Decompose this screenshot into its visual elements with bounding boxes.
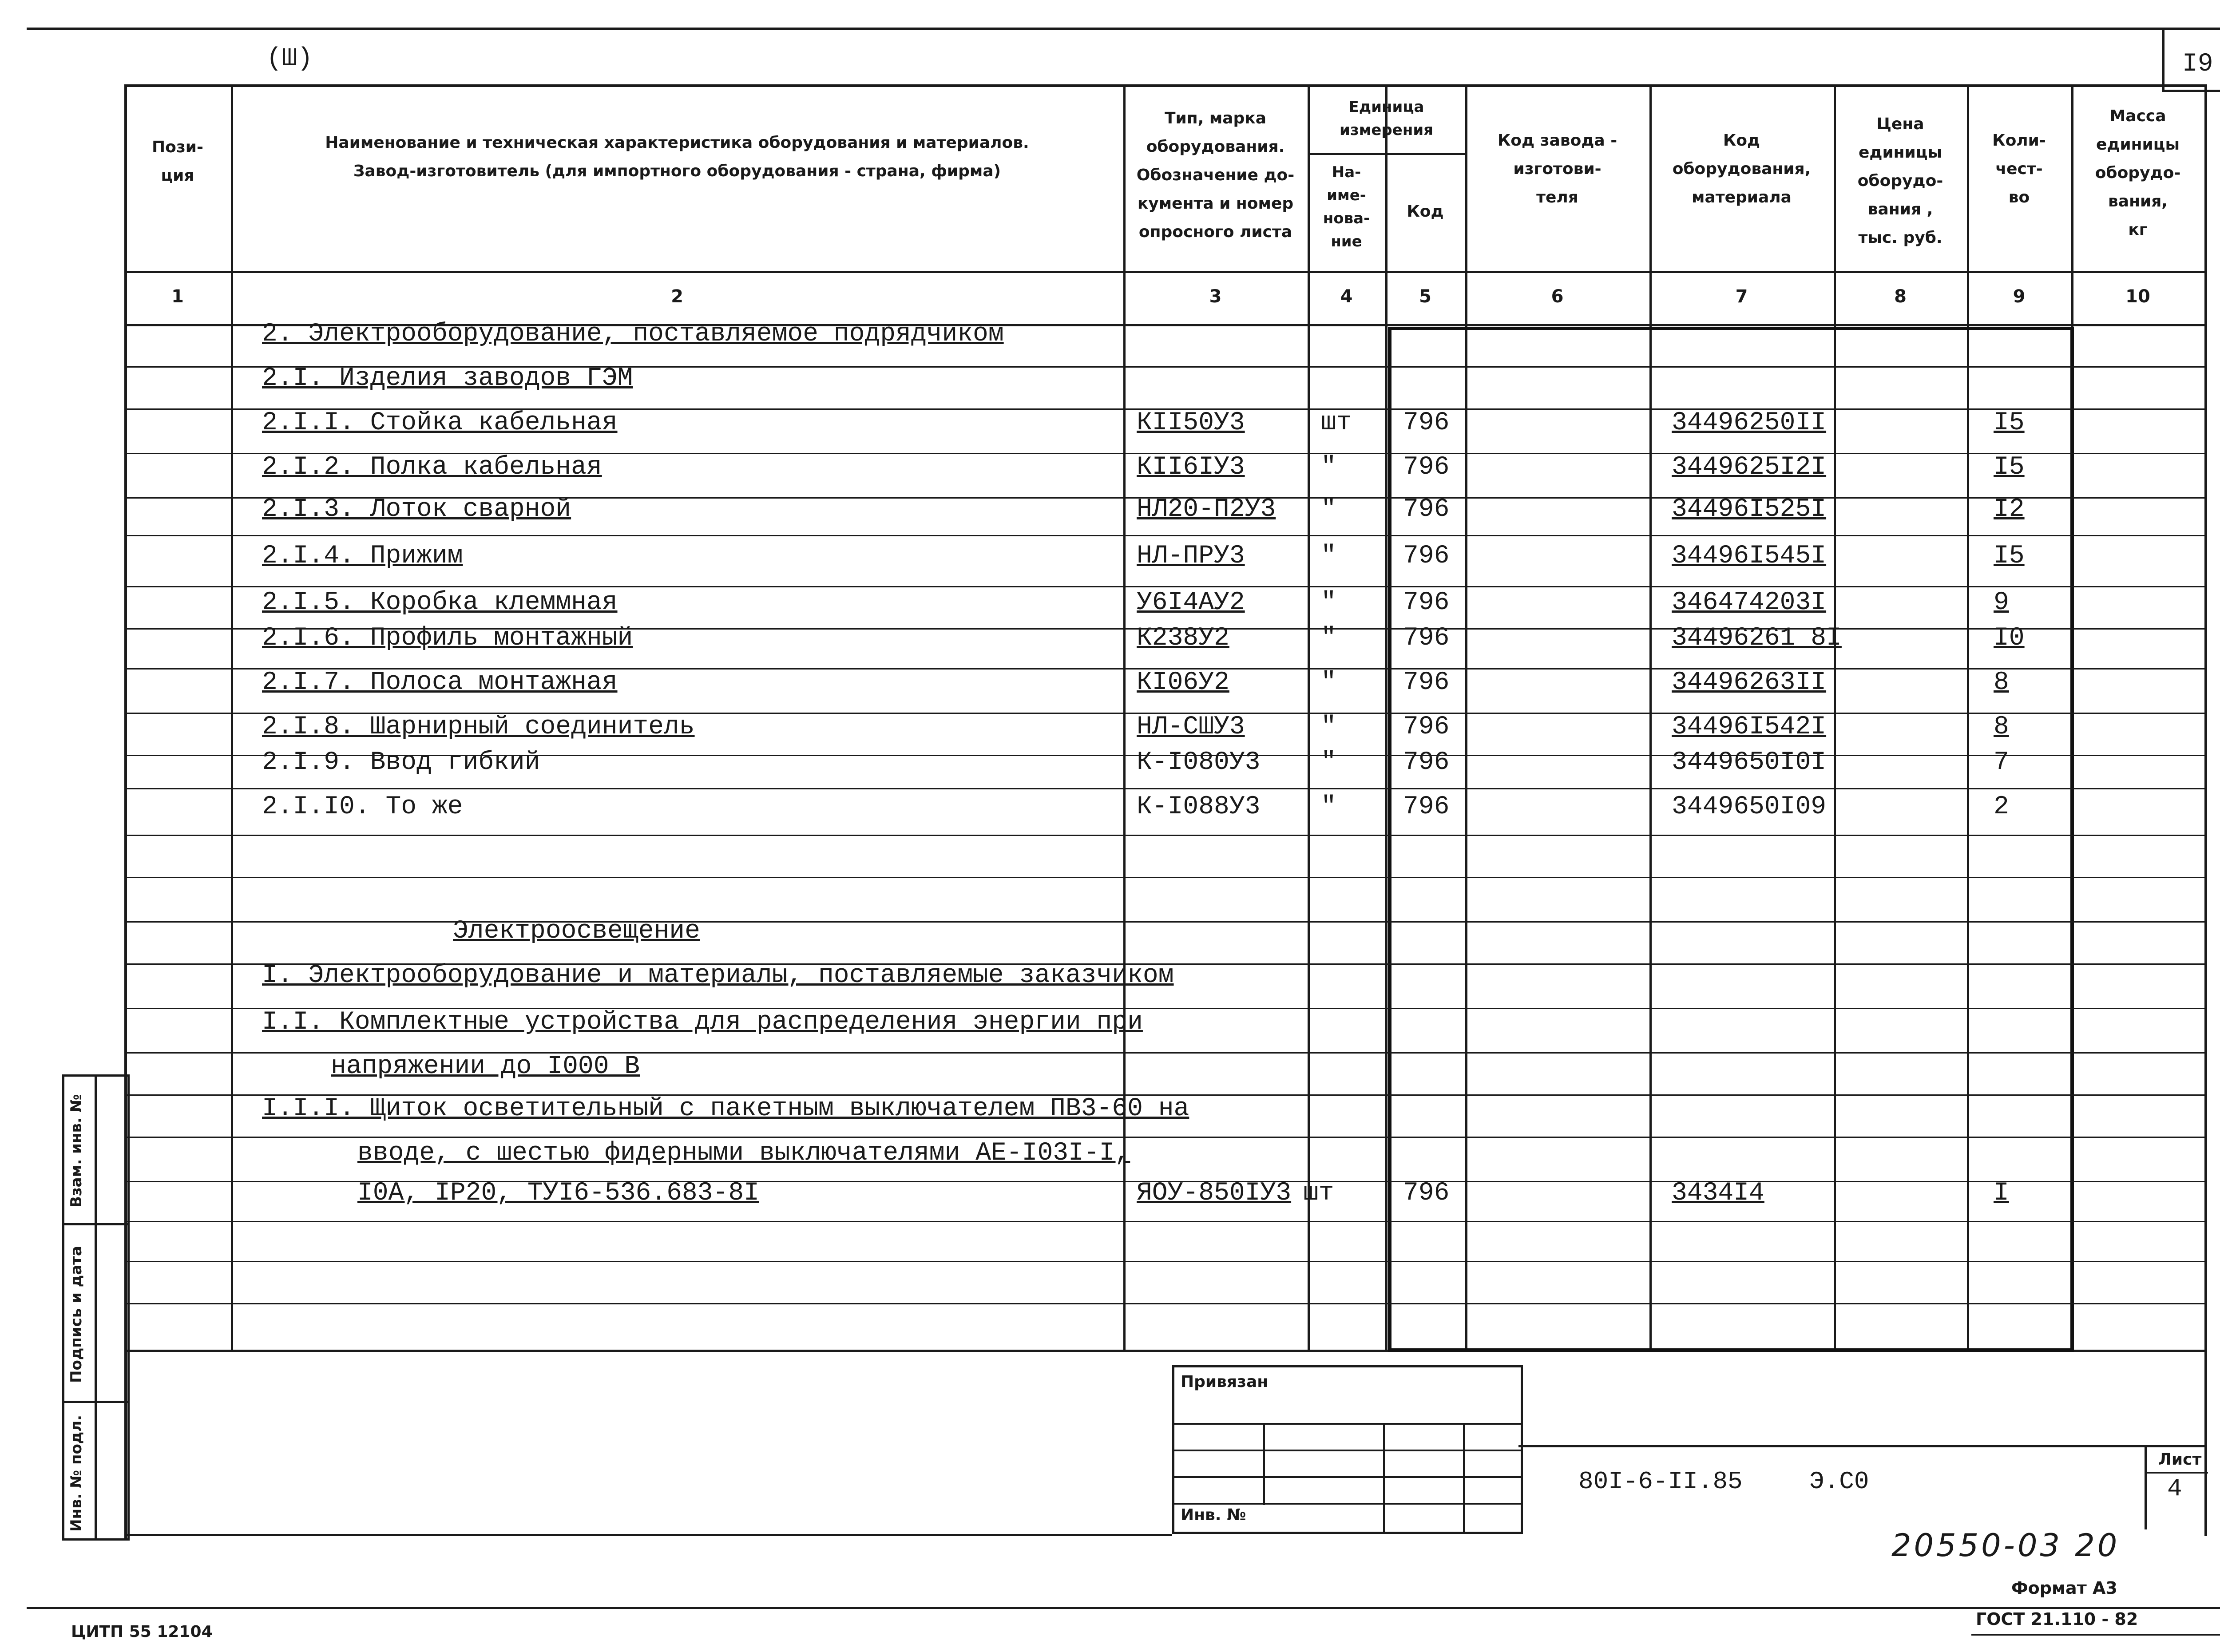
header-name-line: Завод-изготовитель (для импортного оборудования - страна, фирма) (353, 162, 1001, 180)
row-name: 2.I.5. Коробка клеммная (262, 588, 618, 617)
header-name (275, 129, 1079, 186)
row-name: 2.I.7. Полоса монтажная (262, 668, 618, 697)
row-equip-code: 34496I525I (1672, 495, 1827, 524)
row-name: 2.I.2. Полка кабельная (262, 453, 602, 482)
row-type: К238У2 (1137, 624, 1229, 653)
header-equip-code-line: материала (1692, 188, 1792, 206)
unit-header-split (1308, 153, 1465, 155)
header-unit (1308, 95, 1465, 142)
header-qty-line: Коли- (1992, 131, 2046, 150)
row-unit-code: 796 (1403, 624, 1450, 653)
row-unit: " (1321, 542, 1336, 570)
row-unit-code: 796 (1403, 748, 1450, 777)
bottom-frame-line (124, 1534, 1172, 1536)
row-type: КI06У2 (1137, 668, 1229, 697)
row-equip-code: 34496250II (1672, 408, 1827, 437)
row-name: 2.I.I. Стойка кабельная (262, 408, 618, 437)
header-unit-name-line: нова- (1323, 210, 1370, 227)
row-line-20 (124, 1221, 2204, 1222)
table-right-border (2204, 84, 2207, 1536)
section-mark: (Ш) (266, 44, 313, 73)
header-unit-name (1308, 161, 1385, 253)
row-type: К-I088У3 (1137, 792, 1261, 821)
header-factory-code-line: Код завода - (1497, 131, 1617, 150)
header-mass-line: вания, (2108, 192, 2168, 210)
row-name: I.I. Комплектные устройства для распределения энергии при (262, 1008, 1143, 1037)
row-unit-code: 796 (1403, 668, 1450, 697)
row-line-10 (124, 788, 2204, 789)
header-price-line: единицы (1858, 143, 1942, 162)
column-number-10: 10 (2125, 286, 2150, 307)
header-price-line: тыс. руб. (1858, 229, 1942, 247)
header-name-line: Наименование и техническая характеристика оборудования и материалов. (325, 134, 1029, 152)
header-unit-line: Единица (1348, 98, 1424, 116)
row-line-11 (124, 835, 2204, 836)
document-mark: Э.С0 (1809, 1467, 1869, 1496)
header-factory-code-line: теля (1536, 188, 1578, 206)
print-code: ЦИТП 55 12104 (71, 1623, 213, 1641)
header-unit-code (1385, 198, 1465, 226)
row-unit: " (1321, 668, 1336, 697)
column-line-4 (1385, 84, 1388, 1350)
row-unit-code: 796 (1403, 453, 1450, 482)
row-equip-code: 3449650I0I (1672, 748, 1827, 777)
row-line-5 (124, 586, 2204, 587)
row-name: Электроосвещение (453, 917, 700, 946)
top-line (27, 28, 2220, 30)
header-type-line: Обозначение до- (1136, 166, 1295, 184)
inv-label: Инв. № (1181, 1506, 1246, 1524)
row-unit: " (1321, 453, 1336, 482)
header-unit-code-line: Код (1407, 202, 1444, 221)
bound-label: Привязан (1181, 1373, 1269, 1391)
header-position (124, 133, 231, 190)
row-equip-code: 3449650I09 (1672, 792, 1827, 821)
row-name: I0А, IP20, ТУI6-536.683-8I (357, 1179, 759, 1208)
bottom-line (27, 1607, 2220, 1609)
row-qty: I (1994, 1179, 2009, 1208)
row-line-4 (124, 535, 2204, 536)
header-mass-line: оборудо- (2095, 164, 2181, 182)
row-name: напряжении до I000 В (331, 1052, 640, 1081)
side-sign-date-label: Подпись и дата (67, 1246, 85, 1383)
row-equip-code: 3449625I2I (1672, 453, 1827, 482)
row-qty: I5 (1994, 408, 2025, 437)
row-name: 2.I.3. Лоток сварной (262, 495, 571, 524)
binding-stamp (1172, 1365, 1523, 1534)
row-unit-code: 796 (1403, 408, 1450, 437)
row-type: НЛ-ПРУ3 (1137, 542, 1245, 570)
row-unit: " (1321, 713, 1336, 741)
column-line-5 (1465, 84, 1467, 1350)
row-name: 2. Электрооборудование, поставляемое подрядчиком (262, 320, 1004, 349)
side-replace-inv-label: Взам. инв. № (67, 1094, 85, 1208)
row-line-22 (124, 1303, 2204, 1304)
header-mass-line: кг (2128, 221, 2148, 239)
row-qty: I5 (1994, 542, 2025, 570)
header-type-line: кумента и номер (1137, 194, 1294, 213)
column-number-2: 2 (671, 286, 683, 307)
header-mass (2071, 102, 2204, 244)
heavy-box-left (1388, 327, 1391, 1350)
row-unit: " (1321, 748, 1336, 777)
row-line-18 (124, 1137, 2204, 1138)
row-name: I. Электрооборудование и материалы, поставляемые заказчиком (262, 961, 1174, 990)
row-type: У6I4АУ2 (1137, 588, 1245, 617)
column-number-1: 1 (171, 286, 184, 307)
row-unit-code: 796 (1403, 792, 1450, 821)
row-unit: шт (1303, 1179, 1334, 1208)
column-line-6 (1649, 84, 1652, 1350)
document-code: 80I-6-II.85 (1578, 1467, 1743, 1496)
column-line-8 (1967, 84, 1969, 1350)
row-unit: " (1321, 588, 1336, 617)
column-number-4: 4 (1340, 286, 1353, 307)
row-line-13 (124, 921, 2204, 923)
column-line-1 (231, 84, 233, 1350)
header-type-line: опросного листа (1138, 223, 1292, 241)
row-equip-code: 34496I545I (1672, 542, 1827, 570)
row-name: 2.I.9. Ввод гибкий (262, 748, 540, 777)
header-unit-name-line: ние (1331, 233, 1362, 250)
row-qty: 7 (1994, 748, 2009, 777)
row-type: ЯОУ-850IУ3 (1137, 1179, 1292, 1208)
header-type-line: оборудования. (1146, 138, 1285, 156)
header-price-line: Цена (1876, 115, 1924, 133)
row-name: 2.I.I0. То же (262, 792, 463, 821)
row-equip-code: 34496261 8I (1672, 624, 1842, 653)
header-price-line: вания , (1867, 200, 1933, 218)
row-type: НЛ20-П2У3 (1137, 495, 1276, 524)
header-mass-line: Масса (2109, 107, 2166, 125)
column-number-9: 9 (2013, 286, 2026, 307)
header-mass-line: единицы (2096, 135, 2180, 154)
header-qty-line: чест- (1995, 160, 2043, 178)
row-type: К-I080У3 (1137, 748, 1261, 777)
row-unit-code: 796 (1403, 713, 1450, 741)
row-name: I.I.I. Щиток осветительный с пакетным выключателем ПВ3-60 на (262, 1094, 1189, 1123)
header-unit-name-line: име- (1327, 186, 1366, 204)
header-price-line: оборудо- (1857, 172, 1943, 190)
row-name: 2.I.4. Прижим (262, 542, 463, 570)
header-unit-name-line: На- (1332, 163, 1361, 181)
header-factory-code (1465, 127, 1649, 212)
row-name: 2.I.8. Шарнирный соединитель (262, 713, 695, 741)
row-name: вводе, с шестью фидерными выключателями АЕ-I03I-I, (357, 1139, 1130, 1168)
row-qty: 8 (1994, 668, 2009, 697)
header-position-line: ция (161, 166, 194, 185)
column-line-7 (1834, 84, 1836, 1350)
standard-label: ГОСТ 21.110 - 82 (1976, 1609, 2138, 1629)
header-unit-line: измерения (1340, 121, 1433, 139)
row-unit: шт (1321, 408, 1352, 437)
sheet-label: Лист (2158, 1450, 2202, 1469)
handwritten-code: 20550-03 20 (1891, 1527, 2120, 1564)
row-equip-code: 346474203I (1672, 588, 1827, 617)
heavy-box-top (1388, 327, 2074, 330)
row-type: КII50У3 (1137, 408, 1245, 437)
row-equip-code: 34496I542I (1672, 713, 1827, 741)
header-equip-code-line: Код (1723, 131, 1760, 150)
column-number-5: 5 (1419, 286, 1431, 307)
row-qty: I2 (1994, 495, 2025, 524)
row-qty: I5 (1994, 453, 2025, 482)
row-line-21 (124, 1261, 2204, 1262)
row-unit-code: 796 (1403, 542, 1450, 570)
page-number-box (2162, 28, 2220, 92)
row-qty: I0 (1994, 624, 2025, 653)
row-unit-code: 796 (1403, 495, 1450, 524)
row-unit-code: 796 (1403, 1179, 1450, 1208)
row-name: 2.I.6. Профиль монтажный (262, 624, 633, 653)
row-equip-code: 34496263II (1672, 668, 1827, 697)
header-price (1834, 110, 1967, 252)
title-block-top-line (1518, 1445, 2206, 1447)
page-number: I9 (2182, 50, 2213, 79)
row-type: КII6IУ3 (1137, 453, 1245, 482)
column-line-3 (1308, 84, 1310, 1350)
column-number-8: 8 (1894, 286, 1907, 307)
format-label: Формат А3 (2011, 1578, 2117, 1598)
row-unit: " (1321, 624, 1336, 653)
row-unit: " (1321, 792, 1336, 821)
header-position-line: Пози- (152, 138, 203, 156)
header-equip-code (1649, 127, 1834, 212)
heavy-box-bottom (1388, 1348, 2074, 1352)
column-number-6: 6 (1551, 286, 1564, 307)
row-unit: " (1321, 495, 1336, 524)
row-qty: 9 (1994, 588, 2009, 617)
header-qty-line: во (2008, 188, 2030, 206)
row-equip-code: 3434I4 (1672, 1179, 1764, 1208)
row-qty: 2 (1994, 792, 2009, 821)
header-type-line: Тип, марка (1164, 109, 1267, 127)
row-name: 2.I. Изделия заводов ГЭМ (262, 364, 633, 393)
header-equip-code-line: оборудования, (1672, 160, 1811, 178)
row-unit-code: 796 (1403, 588, 1450, 617)
heavy-box-right (2070, 327, 2074, 1350)
sheet-number-box (2145, 1445, 2208, 1529)
table-top-border (124, 84, 2204, 87)
sheet-number: 4 (2167, 1474, 2182, 1503)
column-number-3: 3 (1209, 286, 1222, 307)
header-qty (1967, 127, 2071, 212)
row-type: НЛ-СШУ3 (1137, 713, 1245, 741)
row-qty: 8 (1994, 713, 2009, 741)
header-type (1128, 104, 1303, 246)
column-number-7: 7 (1735, 286, 1748, 307)
side-inv-orig-label: Инв. № подл. (67, 1414, 85, 1532)
header-bottom-line (124, 271, 2204, 273)
header-factory-code-line: изготови- (1513, 160, 1602, 178)
row-line-12 (124, 877, 2204, 878)
